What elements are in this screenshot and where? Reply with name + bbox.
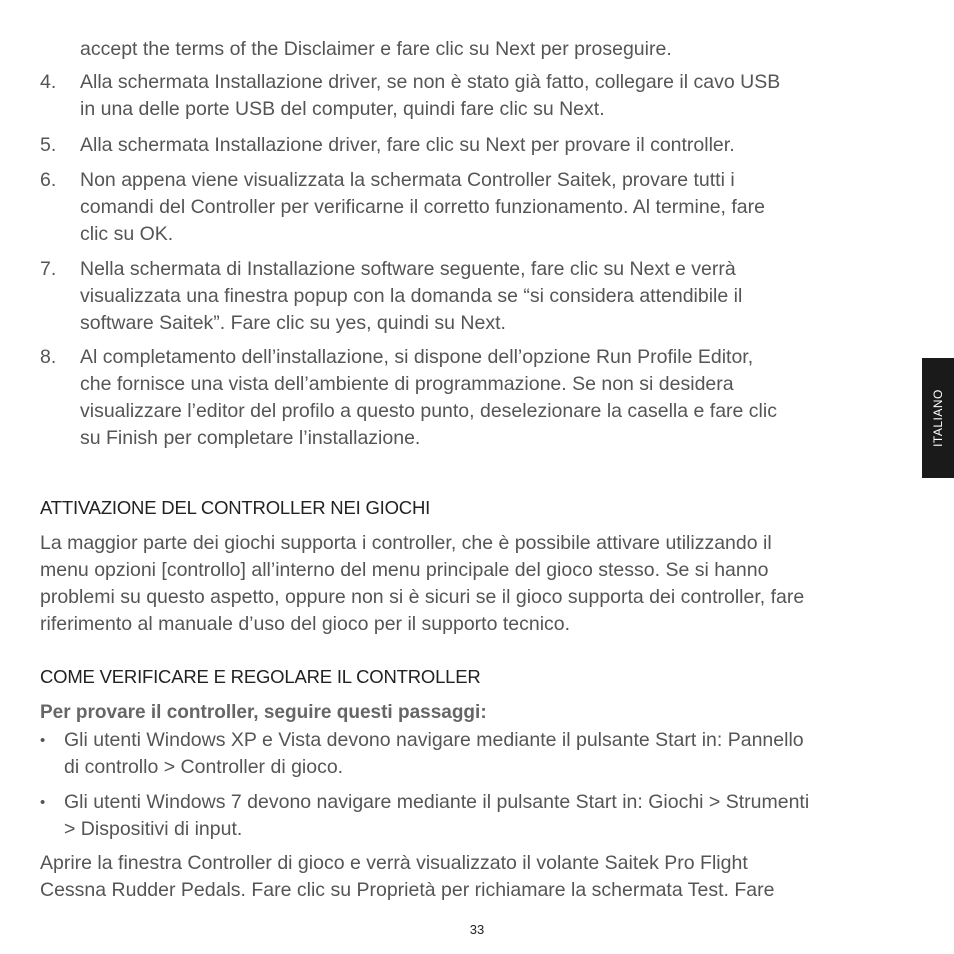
step-line: Al completamento dell’installazione, si dispone dell’opzione Run Profile Editor,	[80, 346, 754, 368]
section-heading-verify: COME VERIFICARE E REGOLARE IL CONTROLLER	[40, 666, 481, 687]
bullet-line: di controllo > Controller di gioco.	[64, 756, 344, 778]
language-side-tab	[922, 358, 954, 478]
step-line: Alla schermata Installazione driver, fare clic su Next per provare il controller.	[80, 134, 735, 156]
step-line: comandi del Controller per verificarne il corretto funzionamento. Al termine, fare	[80, 196, 765, 218]
bullet-line: Gli utenti Windows XP e Vista devono navigare mediante il pulsante Start in: Pannello	[64, 729, 804, 751]
step-number: 4.	[40, 71, 57, 93]
step-line: visualizzata una finestra popup con la domanda se “si considera attendibile il	[80, 285, 743, 307]
lead-text: Per provare il controller, seguire questi passaggi:	[40, 702, 487, 723]
bullet-icon: •	[40, 794, 46, 811]
bullet-line: Gli utenti Windows 7 devono navigare mediante il pulsante Start in: Giochi > Strumenti	[64, 791, 810, 813]
page-number: 33	[469, 922, 485, 937]
step-line: Nella schermata di Installazione software seguente, fare clic su Next e verrà	[80, 258, 736, 280]
step-number: 6.	[40, 169, 57, 191]
bullet-line: > Dispositivi di input.	[64, 818, 243, 840]
paragraph-line: Aprire la finestra Controller di gioco e verrà visualizzato il volante Saitek Pro Flight	[40, 852, 748, 874]
step-number: 5.	[40, 134, 57, 156]
continuation-text: accept the terms of the Disclaimer e fare clic su Next per proseguire.	[80, 38, 672, 60]
bullet-icon: •	[40, 732, 46, 749]
closing-paragraph	[40, 850, 774, 904]
step-line: che fornisce una vista dell’ambiente di programmazione. Se non si desidera	[80, 373, 734, 395]
paragraph-line: problemi su questo aspetto, oppure non si è sicuri se il gioco supporta dei controller, fare	[40, 586, 805, 608]
paragraph-line: La maggior parte dei giochi supporta i controller, che è possibile attivare utilizzando il	[40, 532, 772, 554]
section-heading-activation: ATTIVAZIONE DEL CONTROLLER NEI GIOCHI	[40, 497, 431, 518]
step-line: Alla schermata Installazione driver, se non è stato già fatto, collegare il cavo USB	[80, 71, 781, 93]
step-line: software Saitek”. Fare clic su yes, quindi su Next.	[80, 312, 506, 334]
step-line: in una delle porte USB del computer, quindi fare clic su Next.	[80, 98, 605, 120]
step-line: Non appena viene visualizzata la schermata Controller Saitek, provare tutti i	[80, 169, 735, 191]
step-number: 7.	[40, 258, 57, 280]
paragraph-line: menu opzioni [controllo] all’interno del menu principale del gioco stesso. Se si hanno	[40, 559, 769, 581]
step-line: su Finish per completare l’installazione.	[80, 427, 421, 449]
step-number: 8.	[40, 346, 57, 368]
paragraph-line: Cessna Rudder Pedals. Fare clic su Proprietà per richiamare la schermata Test. Fare	[40, 879, 775, 901]
step-line: visualizzare l’editor del profilo a questo punto, deselezionare la casella e fare clic	[80, 400, 777, 422]
section-paragraph-activation	[40, 530, 804, 638]
paragraph-line: riferimento al manuale d’uso del gioco per il supporto tecnico.	[40, 613, 571, 635]
language-tab-label: ITALIANO	[931, 389, 945, 447]
step-line: clic su OK.	[80, 223, 174, 245]
